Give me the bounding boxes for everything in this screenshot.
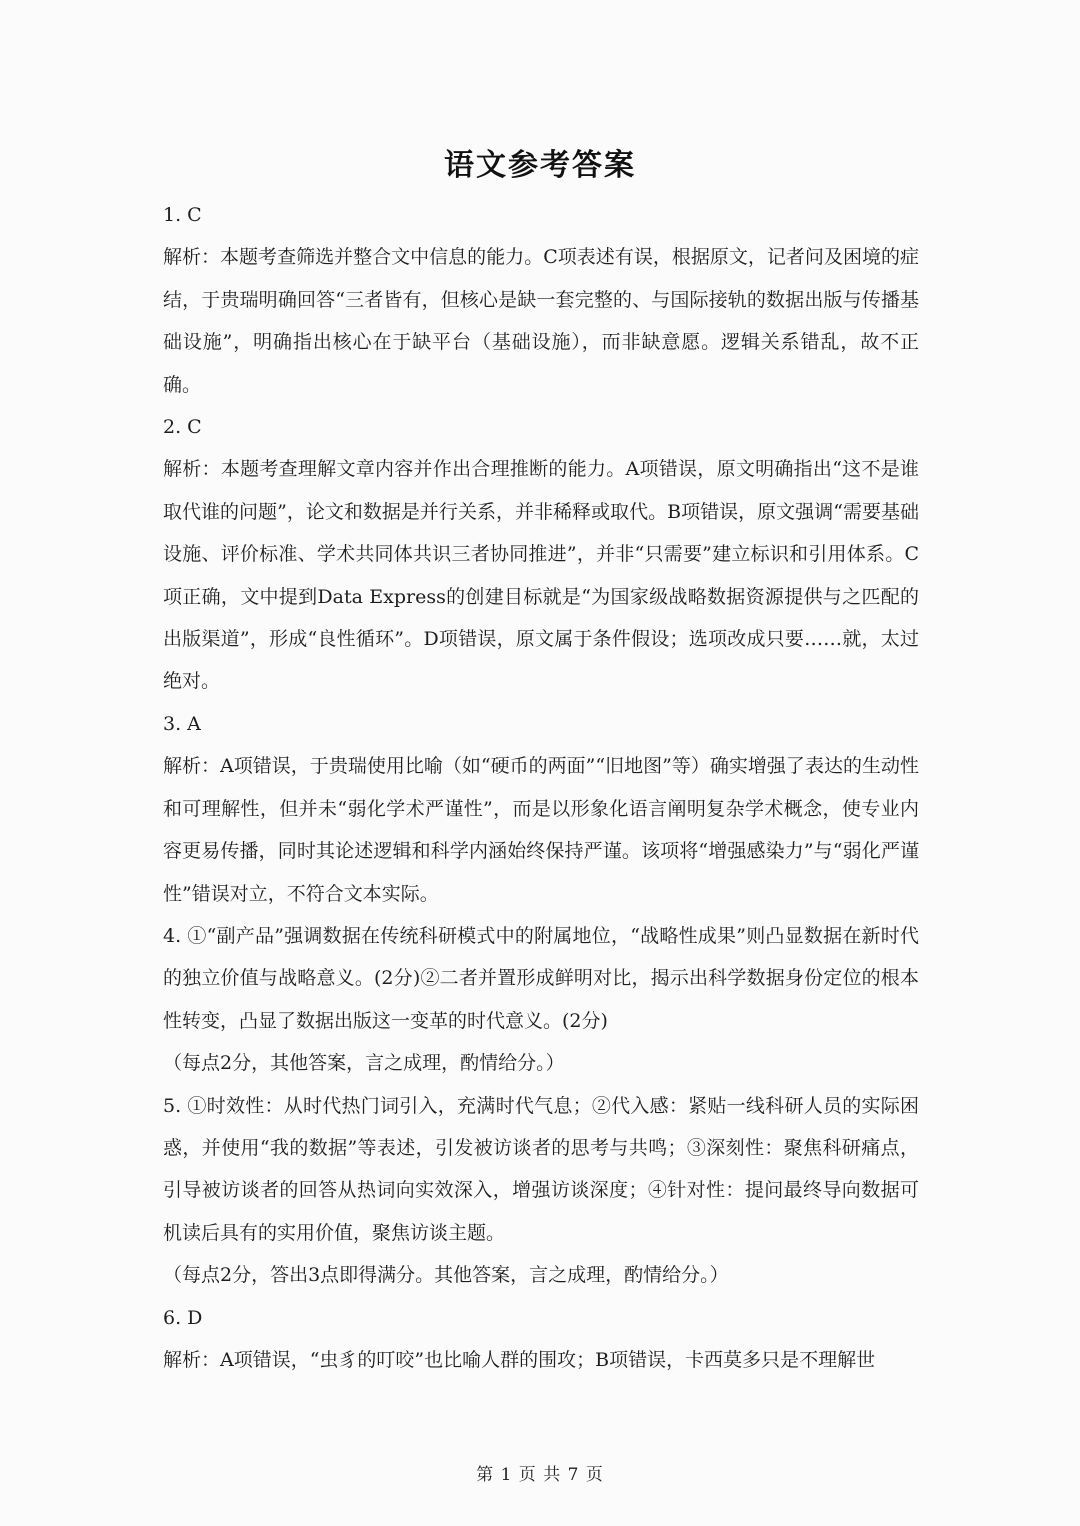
answer-3-analysis: 解析：A项错误，于贵瑞使用比喻（如“硬币的两面”“旧地图”等）确实增强了表达的生动性和可理解性，但并未“弱化学术严谨性”，而是以形象化语言阐明复杂学术概念，使专业内容更易传播，同时其论述逻辑和科学内涵始终保持严谨。该项将“增强感染力”与“弱化严谨性”错误对立，不符合文本实际。 (163, 755, 919, 905)
document-title: 语文参考答案 (444, 148, 636, 183)
answer-5-scoring-note: （每点2分，答出3点即得满分。其他答案，言之成理，酌情给分。） (163, 1264, 729, 1287)
answer-5: 5. ①时效性：从时代热门词引入，充满时代气息；②代入感：紧贴一线科研人员的实际困惑，并使用“我的数据”等表述，引发被访谈者的思考与共鸣；③深刻性：聚焦科研痛点，引导被访谈者的回答从热词向实效深入，增强访谈深度；④针对性：提问最终导向数据可机读后具有的实用价值，聚焦访谈主题。 (163, 1094, 919, 1244)
answer-2-label: 2. C (163, 416, 202, 439)
answer-1-analysis: 解析：本题考查筛选并整合文中信息的能力。C项表述有误，根据原文，记者问及困境的症结，于贵瑞明确回答“三者皆有，但核心是缺一套完整的、与国际接轨的数据出版与传播基础设施”，明确指出核心在于缺平台（基础设施），而非缺意愿。逻辑关系错乱，故不正确。 (163, 246, 919, 396)
answer-4: 4. ①“副产品”强调数据在传统科研模式中的附属地位，“战略性成果”则凸显数据在新时代的独立价值与战略意义。(2分)②二者并置形成鲜明对比，揭示出科学数据身份定位的根本性转变，凸显了数据出版这一变革的时代意义。(2分) (163, 924, 919, 1032)
answer-content (163, 194, 919, 1381)
answer-3-label: 3. A (163, 712, 201, 735)
answer-2-analysis: 解析：本题考查理解文章内容并作出合理推断的能力。A项错误，原文明确指出“这不是谁取代谁的问题”，论文和数据是并行关系，并非稀释或取代。B项错误，原文强调“需要基础设施、评价标准、学术共同体共识三者协同推进”，并非“只需要”建立标识和引用体系。C项正确，文中提到Data Express的创建目标就是“为国家级战略数据资源提供与之匹配的出版渠道”，形成“良性循环”。D项错误，原文属于条件假设；选项改成只要……就，太过绝对。 (163, 458, 919, 693)
answer-6-label: 6. D (163, 1306, 203, 1329)
answer-1-label: 1. C (163, 204, 202, 226)
answer-4-scoring-note: （每点2分，其他答案，言之成理，酌情给分。） (163, 1052, 565, 1075)
page-number: 第 1 页 共 7 页 (476, 1465, 604, 1485)
answer-6-analysis: 解析：A项错误，“虫豸的叮咬”也比喻人群的围攻；B项错误，卡西莫多只是不理解世 (163, 1348, 876, 1371)
